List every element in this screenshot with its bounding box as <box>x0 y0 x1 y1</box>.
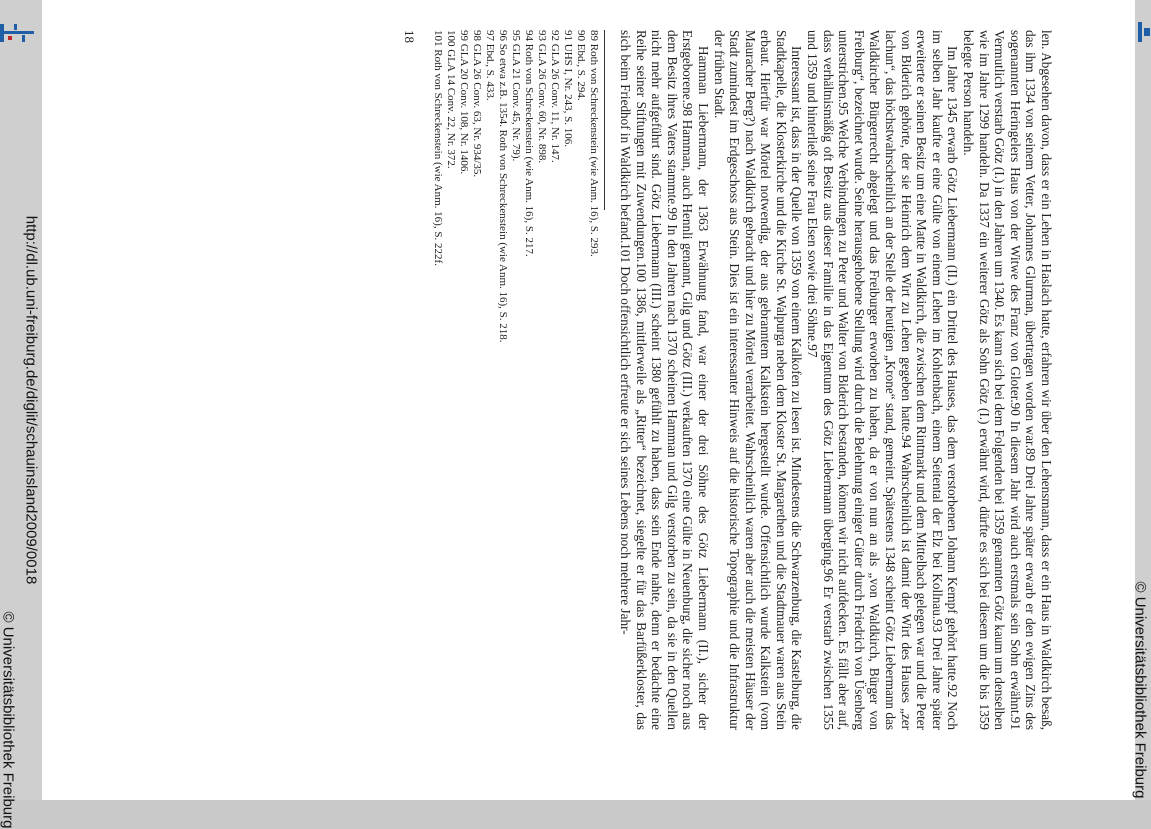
paragraph-4: Hamman Liebermann, der 1363 Erwähnung fand, war einer der drei Söhne des Götz Liebermann (II.), sicher der Erstgeborene.98 Hamman, auch Hennli genannt, Gilg und Götz (III.) verkauften 1370 eine Gülte in Neuenburg, die sicher noch aus dem Besitz ihres Vaters stammte.99 In den Jahren nach 1370 scheinen Hamman und Gilg verstorben zu sein, da sie in den Quellen nicht mehr aufgeführt sind. Götz Liebermann (III.) scheint 1380 gefühlt zu haben, dass sein Ende nahte, denn er bedachte eine Reihe seiner Stiftungen mit Zuwendungen.100 1386, mittlerweile als „Ritter“ bezeichnet, siegelte er für das Barfüßerkloster, das sich beim Friedhof in Waldkirch befand.101 Doch offensichtlich erfreute er sich seines Lebens noch mehrere Jahr- <box>617 30 711 730</box>
footnote: 95 GLA 21 Conv. 45, Nr. 79). <box>510 30 523 162</box>
library-logo-icon <box>0 22 34 44</box>
footnote: 100 GLA 14 Conv. 22, Nr. 372. <box>445 30 458 169</box>
paragraph-2: Im Jahre 1345 erwarb Götz Liebermann (II.) ein Drittel des Hauses, das dem verstorbenen Johann Kempf gehört hatte.92 Noch im selben Jahr kaufte er eine Gülte von einem Lehen im Kohlenbach, einem Seitental der Elz bei Kollnau.93 Drei Jahre später erweiterte er seinen Besitz um eine Matte in Waldkirch, die zwischen dem Rintmarkt und dem Mittelbach gelegen war und die Peter von Biderich gehörte, der sie Heinrich dem Wirt zu Lehen gegeben hatte.94 Wahrscheinlich ist damit der Wirt des Hauses „zer lachun“, das höchstwahrscheinlich an der Stelle der heutigen „Krone“ stand, gemeint. Spätestens 1348 scheint Götz Liebermann das Waldkircher Bürgerrecht abgelegt und das Freiburger erworben zu haben, da er von nun an als „von Waldkirch, Bürger von Freiburg“, bezeichnet wurde. Seine herausgehobene Stellung wird durch die Belehnung einiger Güter durch Friedrich von Üsenberg unterstrichen.95 Welche Verbindungen zu Peter und Walter von Biderich bestanden, können wir nicht aufdecken. Es fällt aber auf, dass verhältnismäßig oft Besitz aus dieser Familie in das Eigentum des Götz Liebermann überging.96 Er verstarb zwischen 1355 und 1359 und hinterließ seine Frau Elsen sowie drei Söhne.97 <box>805 30 961 730</box>
footnotes <box>431 30 605 730</box>
footnote-rule <box>604 30 605 210</box>
footnote: 91 UHS I, Nr. 243, S. 106. <box>562 30 575 148</box>
body-text <box>617 30 1054 730</box>
footnote: 101 Roth von Schreckenstein (wie Anm. 16), S. 222f. <box>432 30 445 266</box>
page-number: 18 <box>402 30 418 43</box>
footnote: 90 Ebd., S. 294. <box>575 30 588 101</box>
footnote: 92 GLA 26 Conv. 11, Nr. 147. <box>549 30 562 163</box>
copyright-left: © Universitätsbibliothek Freiburg <box>0 611 17 829</box>
footnote: 97 Ebd., S. 433. <box>484 30 497 101</box>
footnote: 89 Roth von Schreckenstein (wie Anm. 16), S. 293. <box>588 30 601 257</box>
footnote: 98 GLA 26 Conv. 63, Nr. 934/35. <box>471 30 484 178</box>
permalink-url: http://dl.ub.uni-freiburg.de/diglit/schauinsland2009/0018 <box>22 215 40 585</box>
footnote: 99 GLA 20 Conv. 108, Nr. 1406. <box>458 30 471 175</box>
paragraph-1: len. Abgesehen davon, dass er ein Lehen in Haslach hatte, erfahren wir über den Lehensmann, dass er ein Haus in Waldkirch besaß, das ihm 1334 von seinem Vetter, Johannes Glurman, übertragen worden war.89 Drei Jahre später erwarb er den ewigen Zins des sogenannten Heringelers Haus von der Witwe des Franz von Gloter.90 In diesem Jahr wird auch erstmals sein Sohn erwähnt.91 Vermutlich verstarb Götz (I.) in den Jahren um 1340. Es kann sich bei dem Folgenden bei 1359 genannten Götz kaum um denselben wie im Jahre 1299 handeln. Da 1337 ein weiterer Götz als Sohn Götz (I.) erwähnt wird, dürfte es sich bei diesem um die bis 1359 belegte Person handeln. <box>961 30 1054 730</box>
footnote: 96 So etwa z.B. 1354. Roth von Schreckenstein (wie Anm. 16), S. 218. <box>497 30 510 343</box>
rotated-page-content <box>134 30 1054 730</box>
copyright-right: © Universitätsbibliothek Freiburg <box>1131 581 1149 799</box>
footnote: 94 Roth von Schreckenstein (wie Anm. 16), S. 217. <box>523 30 536 257</box>
scanned-page <box>42 0 1135 800</box>
library-logo-right-icon <box>1136 22 1151 42</box>
footnote: 93 GLA 26 Conv. 60, Nr. 898. <box>536 30 549 164</box>
paragraph-3: Interessant ist, dass in der Quelle von 1359 von einem Kalkofen zu lesen ist. Mindestens die Schwarzenburg, die Kastelburg, die Stadtkapelle, die Klosterkirche und die Kirche St. Walpurga neben dem Kloster St. Margarethen und die Stadtmauer waren aus Stein erbaut. Hierfür war Mörtel notwendig, der aus gebranntem Kalkstein hergestellt wurde. Offensichtlich wurde Kalkstein (vom Mauracher Berg?) nach Waldkirch gebracht und hier zu Mörtel verarbeitet. Wahrscheinlich waren aber auch die meisten Häuser der Stadt zumindest im Erdgeschoss aus Stein. Dies ist ein interessanter Hinweis auf die historische Topographie und die Infrastruktur der frühen Stadt. <box>711 30 805 730</box>
